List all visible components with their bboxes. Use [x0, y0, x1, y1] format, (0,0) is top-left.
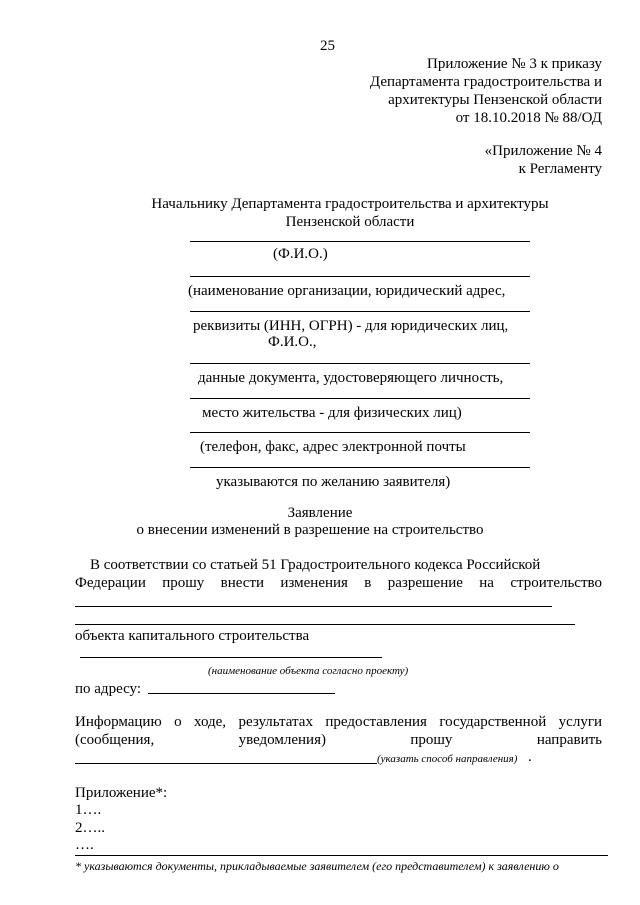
applicant-line-2: [190, 276, 530, 277]
object-label: объекта капитального строительства: [75, 628, 310, 644]
para1-line-2: Федерации прошу внести изменения в разрешение на строительство: [75, 575, 602, 591]
footnote: * указываются документы, прикладываемые заявителем (его представителем) к заявлению о: [75, 859, 559, 873]
footnote-divider: [75, 855, 608, 856]
attachment-item: ….: [75, 837, 94, 853]
construction-line-1: [75, 606, 552, 607]
fio2-caption: Ф.И.О.,: [268, 334, 317, 350]
page-number: 25: [320, 38, 335, 54]
addressee-line-1: Начальнику Департамента градостроительства и архитектуры: [151, 196, 549, 212]
appendix-line-2: к Регламенту: [518, 161, 602, 177]
header-line-2: Департамента градостроительства и: [369, 74, 602, 90]
contacts-caption: (телефон, факс, адрес электронной почты: [200, 439, 466, 455]
direction-line: [75, 763, 377, 764]
applicant-line-7: [190, 467, 530, 468]
applicant-line-3: [190, 311, 530, 312]
applicant-line-5: [190, 398, 530, 399]
address-line: [148, 693, 335, 694]
header-line-1: Приложение № 3 к приказу: [427, 56, 602, 72]
header-line-4: от 18.10.2018 № 88/ОД: [455, 110, 602, 126]
optional-caption: указываются по желанию заявителя): [216, 474, 451, 490]
fio-caption: (Ф.И.О.): [273, 246, 328, 262]
header-line-3: архитектуры Пензенской области: [388, 92, 602, 108]
attachment-item: 1….: [75, 802, 102, 818]
requisites-caption: реквизиты (ИНН, ОГРН) - для юридических лиц,: [193, 318, 509, 334]
object-hint: (наименование объекта согласно проекту): [208, 665, 409, 677]
applicant-line-1: [190, 241, 530, 242]
info-line-2: (сообщения, уведомления) прошу направить: [75, 732, 602, 748]
id-doc-caption: данные документа, удостоверяющего личность,: [198, 370, 504, 386]
applicant-line-6: [190, 432, 530, 433]
title-line-2: о внесении изменений в разрешение на строительство: [136, 522, 484, 538]
applicant-line-4: [190, 363, 530, 364]
para1-line-1: В соответствии со статьей 51 Градостроительного кодекса Российской: [90, 557, 541, 573]
address-label: по адресу:: [75, 681, 142, 697]
attachment-item: 2…..: [75, 820, 105, 836]
object-name-line: [80, 657, 382, 658]
residence-caption: место жительства - для физических лиц): [202, 405, 462, 421]
attachments-label: Приложение*:: [75, 785, 168, 801]
direction-hint: (указать способ направления): [377, 753, 518, 765]
appendix-line-1: «Приложение № 4: [484, 143, 602, 159]
addressee-line-2: Пензенской области: [285, 214, 415, 230]
title-line-1: Заявление: [287, 505, 353, 521]
construction-line-2: [75, 624, 575, 625]
direction-end: .: [528, 749, 532, 765]
org-name-caption: (наименование организации, юридический адрес,: [188, 283, 506, 299]
info-line-1: Информацию о ходе, результатах предоставления государственной услуги: [75, 714, 602, 730]
